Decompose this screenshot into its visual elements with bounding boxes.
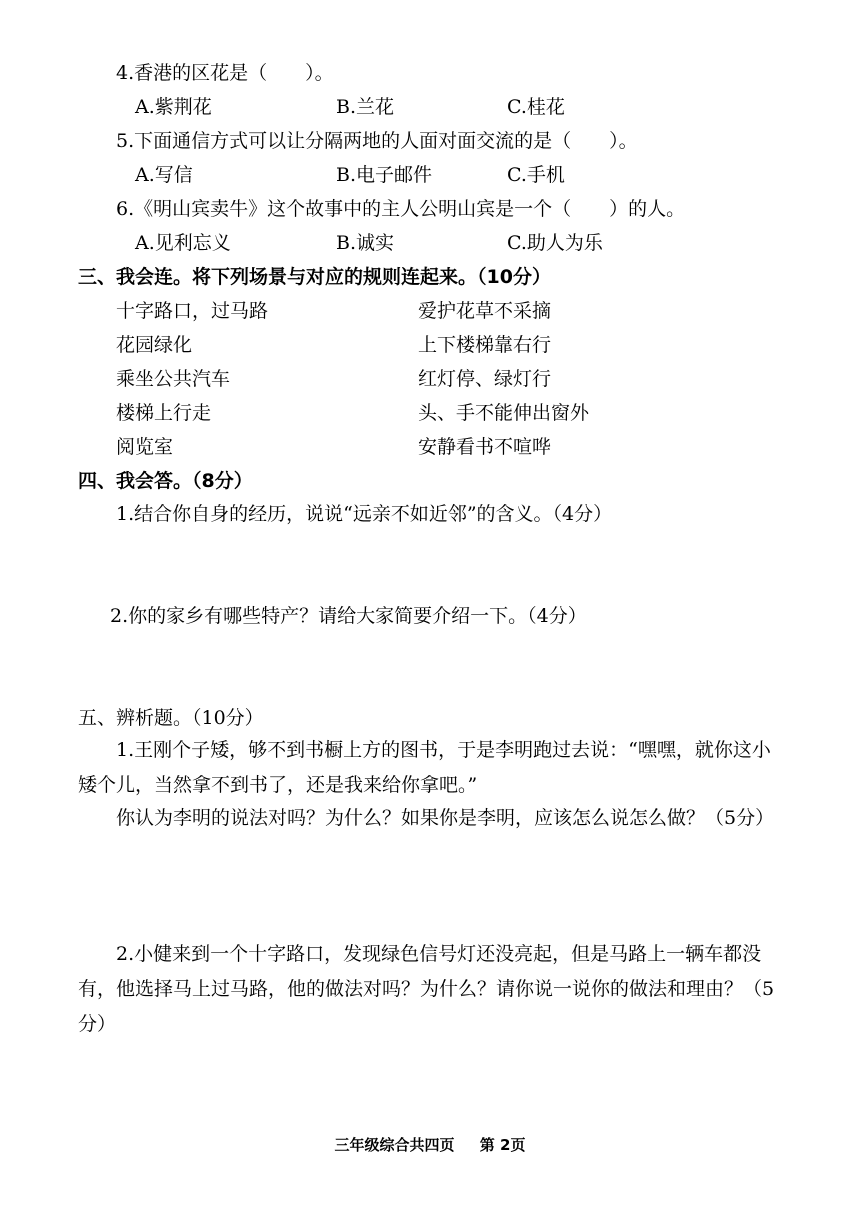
section-5-question-1-text: 1.王刚个子矮，够不到书橱上方的图书，于是李明跑过去说：“嘿嘿，就你这小矮个儿，当然拿不到书了，还是我来给你拿吧。” (78, 739, 771, 796)
section-5-question-2-text: 2.小健来到一个十字路口，发现绿色信号灯还没亮起，但是马路上一辆车都没有，他选择马上过马路，他的做法对吗？为什么？请你说一说你的做法和理由？（5分） (78, 943, 775, 1035)
question-6-option-b: B.诚实 (336, 232, 395, 254)
match-left-item: 楼梯上行走 (116, 402, 212, 424)
match-left-item: 花园绿化 (116, 334, 193, 356)
section-4-question-2: 2.你的家乡有哪些特产？请给大家简要介绍一下。（4分） (110, 605, 587, 627)
section-4-question-1: 1.结合你自身的经历，说说“远亲不如近邻”的含义。（4分） (116, 503, 613, 525)
footer-course: 三年级综合共四页 (334, 1136, 455, 1154)
question-5-option-c: C.手机 (507, 164, 565, 186)
question-4-option-c: C.桂花 (507, 96, 565, 118)
section-3-title: 三、我会连。将下列场景与对应的规则连起来。（10分） (78, 266, 551, 288)
match-right-item: 头、手不能伸出窗外 (418, 402, 590, 424)
section-4-title: 四、我会答。（8分） (78, 470, 253, 492)
question-4-option-a: A.紫荆花 (135, 96, 212, 118)
question-6-stem: 6.《明山宾卖牛》这个故事中的主人公明山宾是一个（ ）的人。 (116, 198, 686, 220)
question-5-option-b: B.电子邮件 (336, 164, 433, 186)
match-right-item: 红灯停、绿灯行 (418, 368, 552, 390)
section-5-question-1-ask: 你认为李明的说法对吗？为什么？如果你是李明，应该怎么说怎么做？（5分） (116, 807, 775, 829)
footer-page-number: 第 2页 (479, 1136, 526, 1154)
question-4-stem: 4.香港的区花是（ ）。 (116, 62, 334, 84)
question-6-option-a: A.见利忘义 (135, 232, 231, 254)
question-5-stem: 5.下面通信方式可以让分隔两地的人面对面交流的是（ ）。 (116, 130, 638, 152)
match-left-item: 乘坐公共汽车 (116, 368, 231, 390)
match-right-item: 上下楼梯靠右行 (418, 334, 552, 356)
match-right-item: 爱护花草不采摘 (418, 300, 552, 322)
match-left-item: 阅览室 (116, 436, 174, 458)
question-6-option-c: C.助人为乐 (507, 232, 603, 254)
match-left-item: 十字路口，过马路 (116, 300, 269, 322)
section-5-title: 五、辨析题。（10分） (78, 707, 264, 729)
question-5-option-a: A.写信 (135, 164, 193, 186)
match-right-item: 安静看书不喧哗 (418, 436, 552, 458)
page-footer (0, 1134, 860, 1155)
question-4-option-b: B.兰花 (336, 96, 395, 118)
